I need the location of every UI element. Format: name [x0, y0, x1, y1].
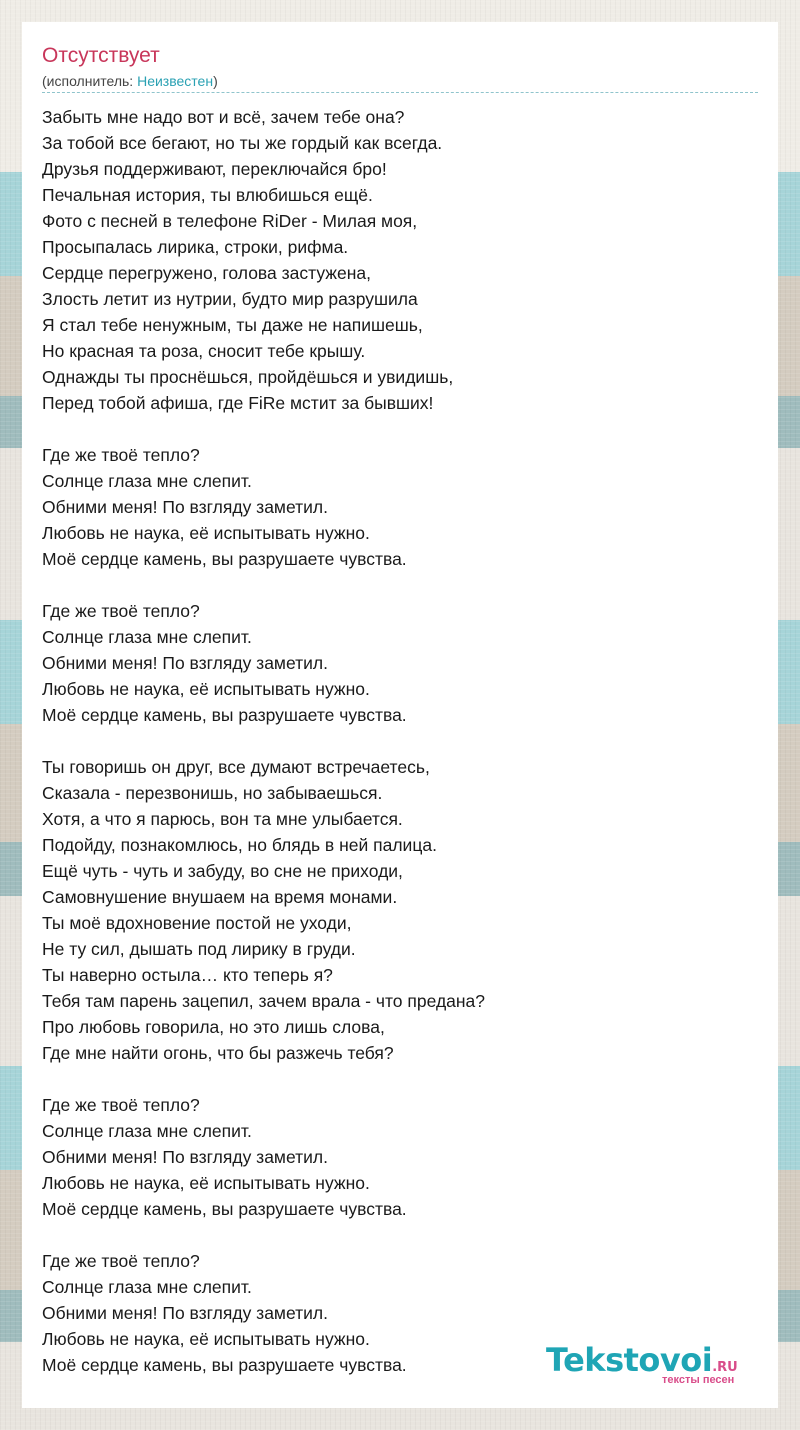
lyric-line: Тебя там парень зацепил, зачем врала - что предана? [42, 991, 486, 1011]
lyric-line: За тобой все бегают, но ты же гордый как всегда. [42, 133, 443, 153]
lyric-line: Про любовь говорила, но это лишь слова, [42, 1017, 385, 1037]
artist-link[interactable]: Неизвестен [137, 73, 214, 89]
lyric-line: Самовнушение внушаем на время монами. [42, 887, 398, 907]
lyric-line: Обними меня! По взгляду заметил. [42, 1147, 328, 1167]
lyric-line: Солнце глаза мне слепит. [42, 1277, 252, 1297]
lyric-line: Любовь не наука, её испытывать нужно. [42, 523, 370, 543]
lyric-line: Злость летит из нутрии, будто мир разрушила [42, 289, 418, 309]
lyric-line: Ты моё вдохновение постой не уходи, [42, 913, 352, 933]
lyric-line: Обними меня! По взгляду заметил. [42, 497, 328, 517]
lyric-line: Друзья поддерживают, переключайся бро! [42, 159, 387, 179]
lyric-stanza [42, 442, 762, 572]
lyric-line: Где же твоё тепло? [42, 445, 200, 465]
dashed-divider [42, 92, 758, 93]
artist-prefix: (исполнитель: [42, 73, 138, 89]
lyric-line: Подойду, познакомлюсь, но блядь в ней палица. [42, 835, 437, 855]
lyric-line: Ты говоришь он друг, все думают встречаетесь, [42, 757, 430, 777]
lyric-stanza [42, 1092, 762, 1222]
lyric-line: Печальная история, ты влюбишься ещё. [42, 185, 373, 205]
lyric-line: Где же твоё тепло? [42, 601, 200, 621]
lyric-line: Обними меня! По взгляду заметил. [42, 1303, 328, 1323]
lyric-line: Сердце перегружено, голова застужена, [42, 263, 371, 283]
lyric-line: Ещё чуть - чуть и забуду, во сне не приходи, [42, 861, 403, 881]
lyric-stanza [42, 754, 762, 1066]
logo-tagline: тексты песен [662, 1374, 735, 1386]
lyric-line: Моё сердце камень, вы разрушаете чувства. [42, 1355, 407, 1375]
site-logo[interactable] [546, 1342, 776, 1386]
lyric-line: Я стал тебе ненужным, ты даже не напишешь, [42, 315, 423, 335]
lyric-line: Ты наверно остыла… кто теперь я? [42, 965, 333, 985]
lyrics-text [42, 104, 762, 1378]
lyric-line: Сказала - перезвонишь, но забываешься. [42, 783, 383, 803]
lyric-line: Моё сердце камень, вы разрушаете чувства. [42, 1199, 407, 1219]
song-title: Отсутствует [42, 44, 160, 67]
lyric-line: Однажды ты проснёшься, пройдёшься и увидишь, [42, 367, 454, 387]
lyric-line: Моё сердце камень, вы разрушаете чувства. [42, 705, 407, 725]
lyric-line: Не ту сил, дышать под лирику в груди. [42, 939, 356, 959]
lyric-line: Где мне найти огонь, что бы разжечь тебя? [42, 1043, 394, 1063]
logo-word: Tekstovoi [546, 1341, 713, 1379]
lyric-line: Хотя, а что я парюсь, вон та мне улыбается. [42, 809, 403, 829]
lyric-line: Забыть мне надо вот и всё, зачем тебе она? [42, 107, 405, 127]
lyric-line: Где же твоё тепло? [42, 1095, 200, 1115]
artist-line [42, 73, 218, 89]
logo-wordmark [546, 1342, 776, 1386]
lyric-line: Солнце глаза мне слепит. [42, 471, 252, 491]
lyric-line: Где же твоё тепло? [42, 1251, 200, 1271]
artist-suffix: ) [213, 73, 218, 89]
lyric-line: Любовь не наука, её испытывать нужно. [42, 679, 370, 699]
logo-domain: .RU [712, 1360, 738, 1375]
lyric-line: Фото с песней в телефоне RiDer - Милая моя, [42, 211, 418, 231]
lyric-line: Любовь не наука, её испытывать нужно. [42, 1329, 370, 1349]
lyric-line: Солнце глаза мне слепит. [42, 1121, 252, 1141]
lyric-stanza [42, 104, 762, 416]
lyric-line: Солнце глаза мне слепит. [42, 627, 252, 647]
lyric-line: Просыпалась лирика, строки, рифма. [42, 237, 349, 257]
lyric-line: Но красная та роза, сносит тебе крышу. [42, 341, 366, 361]
lyric-line: Моё сердце камень, вы разрушаете чувства. [42, 549, 407, 569]
lyrics-panel [22, 22, 778, 1408]
lyric-line: Обними меня! По взгляду заметил. [42, 653, 328, 673]
lyric-line: Любовь не наука, её испытывать нужно. [42, 1173, 370, 1193]
lyric-stanza [42, 598, 762, 728]
lyric-line: Перед тобой афиша, где FiRe мстит за бывших! [42, 393, 434, 413]
